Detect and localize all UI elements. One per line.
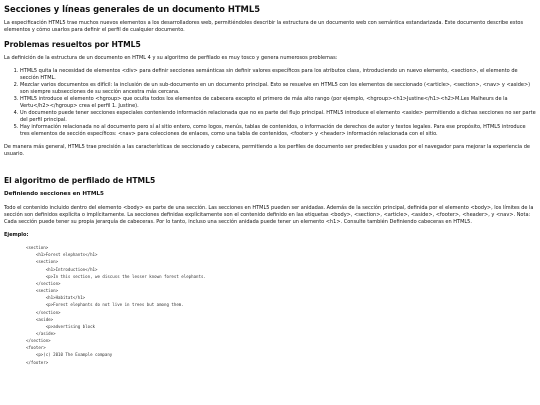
code-line: <h1>Introduction</h1>	[26, 266, 98, 272]
example-label: Ejemplo:	[4, 232, 29, 239]
intro-paragraph: La especificación HTML5 trae muchos nuevos elementos a los desarrolladores web, permitiéndoles describir la estructura de un documento web con semántica estandarizada. Este documento describe estos elementos y cómo usarlos para definir el perfil de cualquier documento.	[4, 20, 524, 34]
code-line: <p>(c) 2010 The Example company	[26, 352, 113, 358]
list-item: 3. HTML5 introduce el elemento <hgroup> que oculta todos los elementos de cabecera excepto el primero de más alto rango (por ejemplo, <hgroup><h1>Justine</h1><h2>M.Les Malheurs de la Vertu</h2></hgroup> crea el perfil 1. Justine).	[20, 96, 536, 110]
spacer	[4, 164, 536, 172]
code-line: <aside>	[26, 316, 54, 322]
code-line: <section>	[26, 259, 59, 265]
code-line: <footer>	[26, 345, 46, 351]
algorithm-paragraph: Todo el contenido incluido dentro del elemento <body> es parte de una sección. Las secciones en HTML5 pueden ser anidadas. Además de la sección principal, definida por el elemento <body>, los límites de la sección son definidos explícita o implícitamente. La secciones definidas explícitamente son el contenido definido en las etiquetas <body>, <section>, <article>, <aside>, <footer>, <header>, y <nav>. Nota: Cada sección puede tener su propia jerarquía de cabeceras. Por lo tanto, incluso una sección anidada puede tener un elemento <h1>. Consulte también Definiendo cabeceras en HTML5.	[4, 205, 534, 226]
problems-intro: La definición de la estructura de un documento en HTML 4 y su algoritmo de perfilado es muy tosco y genera numerosos problemas:	[4, 55, 338, 62]
code-line: <p>In this section, we discuss the lesser known forest elephants.	[26, 273, 206, 279]
code-line: <section>	[26, 245, 49, 251]
code-line: </section>	[26, 338, 51, 344]
problems-heading: Problemas resueltos por HTML5	[4, 40, 141, 50]
defining-sections-heading: Definiendo secciones en HTML5	[4, 191, 104, 198]
code-line: <h1>Forest elephants</h1>	[26, 252, 98, 258]
problems-list	[4, 68, 536, 138]
list-item: 2. Mezclar varios documentos es difícil: la inclusión de un sub-documento en un documento principal. Esto se resuelve en HTML5 con los elementos de seccionado (<article>, <section>, <nav> y <aside>) son siempre subsecciones de su sección ancestra más cercana.	[20, 82, 536, 96]
code-line: <p>Forest elephants do not live in trees but among them.	[26, 302, 184, 308]
page-title: Secciones y líneas generales de un documento HTML5	[4, 4, 261, 14]
code-example	[4, 244, 536, 366]
code-line: <section>	[26, 288, 59, 294]
list-item: 5. Hay información relacionada no al documento pero sí al sitio entero, como logos, menús, tablas de contenidos, o información de derechos de autor y textos legales. Para ese propósito, HTML5 introduce tres elementos de sección específicos: <nav> para colecciones de enlaces, como una tabla de contenidos, <footer> y <header> información relacionada con el sitio.	[20, 124, 536, 138]
code-line: </aside>	[26, 331, 56, 336]
list-item: 1. HTML5 quita la necesidad de elementos <div> para definir secciones semánticas sin definir valores específicos para los atributos class, introduciendo un nuevo elemento, <section>, el elemento de sección HTML.	[20, 68, 536, 82]
algorithm-heading: El algoritmo de perfilado de HTML5	[4, 176, 156, 186]
list-item: 4. Un documento puede tener secciones especiales conteniendo información relacionada que no es parte del flujo principal. HTML5 introduce el elemento <aside> permitiendo a dichas secciones no ser parte del perfil principal.	[20, 110, 536, 124]
code-line: <h1>Habitat</h1>	[26, 295, 86, 301]
code-line: <p>advertising block	[26, 323, 96, 329]
problems-conclusion: De manera más general, HTML5 trae precisión a las características de seccionado y cabecera, permitiendo a los perfiles de documento ser predecibles y usados por el navegador para mejorar la experiencia de usuario.	[4, 144, 530, 158]
code-line: </section>	[26, 280, 61, 286]
code-line: </section>	[26, 309, 61, 315]
code-line: </footer>	[26, 359, 49, 365]
